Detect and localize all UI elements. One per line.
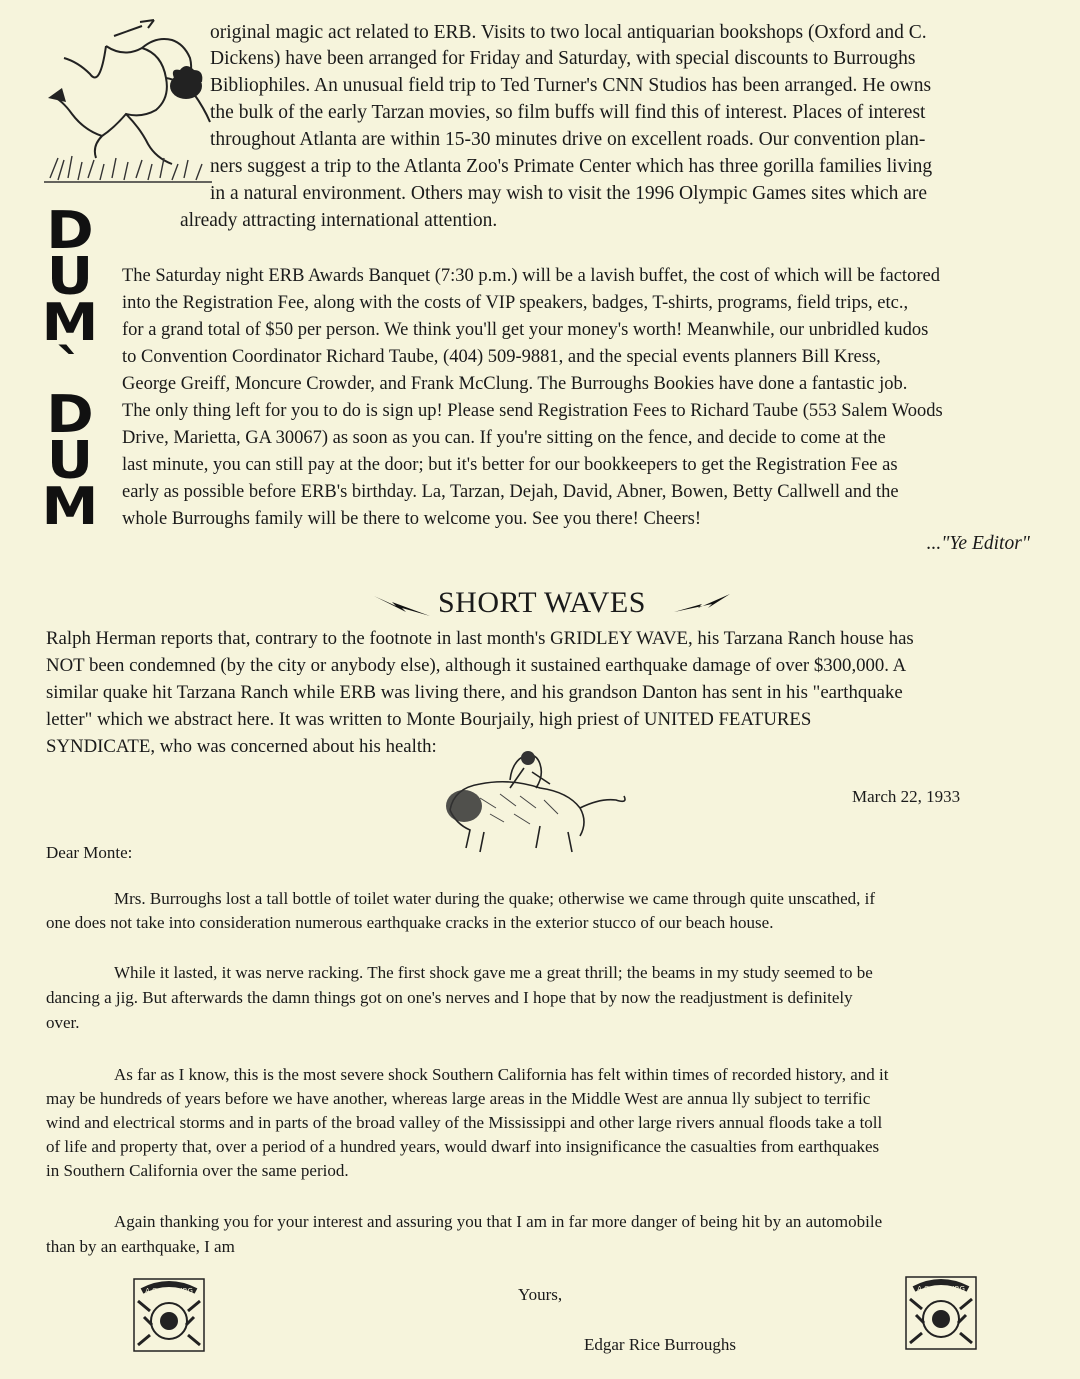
letter-signer: Edgar Rice Burroughs — [584, 1335, 737, 1354]
text-line: George Greiff, Moncure Crowder, and Frank McClung. The Burroughs Bookies have done a fantastic job. — [122, 374, 908, 394]
text-line: Ralph Herman reports that, contrary to the footnote in last month's GRIDLEY WAVE, his Tarzana Ranch house has — [46, 628, 914, 649]
text-line: similar quake hit Tarzana Ranch while ERB was living there, and his grandson Danton has sent in his "earthquake — [46, 682, 903, 703]
text-line: one does not take into consideration numerous earthquake cracks in the exterior stucco of our beach house. — [46, 913, 774, 932]
letter-date: March 22, 1933 — [852, 787, 961, 806]
masthead-letter: D — [46, 201, 94, 261]
text-line: in a natural environment. Others may wish to visit the 1996 Olympic Games sites which are — [210, 183, 928, 204]
text-line: last minute, you can still pay at the door; but it's better for our bookkeepers to get the Registration Fee as — [122, 455, 898, 475]
svg-text:A.C.McCLURG: A.C.McCLURG — [145, 1287, 193, 1295]
text-line: letter" which we abstract here. It was written to Monte Bourjaily, high priest of UNITED FEATURES — [46, 709, 812, 730]
tarzan-illustration — [44, 18, 214, 193]
text-line: already attracting international attention. — [180, 210, 498, 231]
svg-text:A.C.McCLURG: A.C.McCLURG — [917, 1285, 965, 1293]
letter-closing: Yours, — [518, 1285, 563, 1304]
text-line: The Saturday night ERB Awards Banquet (7:30 p.m.) will be a lavish buffet, the cost of which will be factored — [122, 266, 940, 286]
text-line: for a grand total of $50 per person. We think you'll get your money's worth! Meanwhile, our unbridled kudos — [122, 320, 929, 340]
masthead-letter: ` — [55, 339, 85, 399]
text-line: in Southern California over the same period. — [46, 1161, 349, 1180]
masthead-letter: D — [46, 385, 94, 445]
text-line: to Convention Coordinator Richard Taube, (404) 509-9881, and the special events planners Bill Kress, — [122, 347, 881, 367]
text-line: The only thing left for you to do is sign up! Please send Registration Fees to Richard Taube (553 Salem Woods — [122, 401, 943, 421]
text-line: over. — [46, 1013, 80, 1032]
text-line: the bulk of the early Tarzan movies, so film buffs will find this of interest. Places of interest — [210, 102, 926, 123]
text-line: ners suggest a trip to the Atlanta Zoo's Primate Center which has three gorilla families living — [210, 156, 933, 177]
text-line: Drive, Marietta, GA 30067) as soon as you can. If you're sitting on the fence, and decide to come at the — [122, 428, 886, 448]
text-line: may be hundreds of years before we have another, whereas large areas in the Middle West are annua lly subject to terrific — [46, 1089, 871, 1108]
text-line: dancing a jig. But afterwards the damn things got on one's nerves and I hope that by now the readjustment is definitely — [46, 988, 853, 1007]
text-line: SYNDICATE, who was concerned about his health: — [46, 736, 437, 757]
text-line: Again thanking you for your interest and assuring you that I am in far more danger of being hit by an automobile — [114, 1212, 883, 1231]
text-line: than by an earthquake, I am — [46, 1237, 235, 1256]
text-line: original magic act related to ERB. Visits to two local antiquarian bookshops (Oxford and C. — [210, 22, 927, 43]
text-line: As far as I know, this is the most severe shock Southern California has felt within times of recorded history, and it — [114, 1065, 889, 1084]
text-line: into the Registration Fee, along with the costs of VIP speakers, badges, T-shirts, programs, field trips, etc., — [122, 293, 909, 313]
text-line: While it lasted, it was nerve racking. The first shock gave me a great thrill; the beams in my study seemed to be — [114, 963, 873, 982]
text-line: Mrs. Burroughs lost a tall bottle of toilet water during the quake; otherwise we came through quite unscathed, if — [114, 889, 876, 908]
masthead-letter: M — [41, 293, 99, 353]
masthead-letter: U — [46, 247, 94, 307]
letter-salutation: Dear Monte: — [46, 843, 133, 862]
editor-signature: ..."Ye Editor" — [926, 533, 1030, 554]
section-title: SHORT WAVES — [438, 586, 646, 619]
short-waves-heading — [372, 582, 742, 626]
text-line: whole Burroughs family will be there to welcome you. See you there! Cheers! — [122, 509, 701, 529]
text-line: early as possible before ERB's birthday. La, Tarzan, Dejah, David, Abner, Bowen, Betty Callwell and the — [122, 482, 899, 502]
text-line: wind and electrical storms and in parts of the broad valley of the Mississippi and other large rivers annual floods take a toll — [46, 1113, 883, 1132]
text-line: NOT been condemned (by the city or anybody else), although it sustained earthquake damage of over $300,000. A — [46, 655, 907, 676]
text-line: Bibliophiles. An unusual field trip to Ted Turner's CNN Studios has been arranged. He owns — [210, 75, 932, 96]
text-line: of life and property that, over a period of a hundred years, would dwarf into insignificance the casualties from earthquakes — [46, 1137, 880, 1156]
mcclurg-seal-logo — [904, 1275, 978, 1351]
tarzan-riding-lion-illustration — [440, 748, 630, 858]
lightning-bolt-icon — [672, 592, 732, 620]
dum-dum-masthead — [26, 201, 114, 537]
text-line: Dickens) have been arranged for Friday and Saturday, with special discounts to Burroughs — [210, 48, 916, 69]
masthead-letter: U — [46, 431, 94, 491]
lightning-bolt-icon — [372, 592, 432, 620]
mcclurg-seal-logo — [132, 1277, 206, 1353]
text-line: throughout Atlanta are within 15-30 minutes drive on excellent roads. Our convention plan- — [210, 129, 926, 150]
masthead-letter: M — [41, 477, 99, 537]
